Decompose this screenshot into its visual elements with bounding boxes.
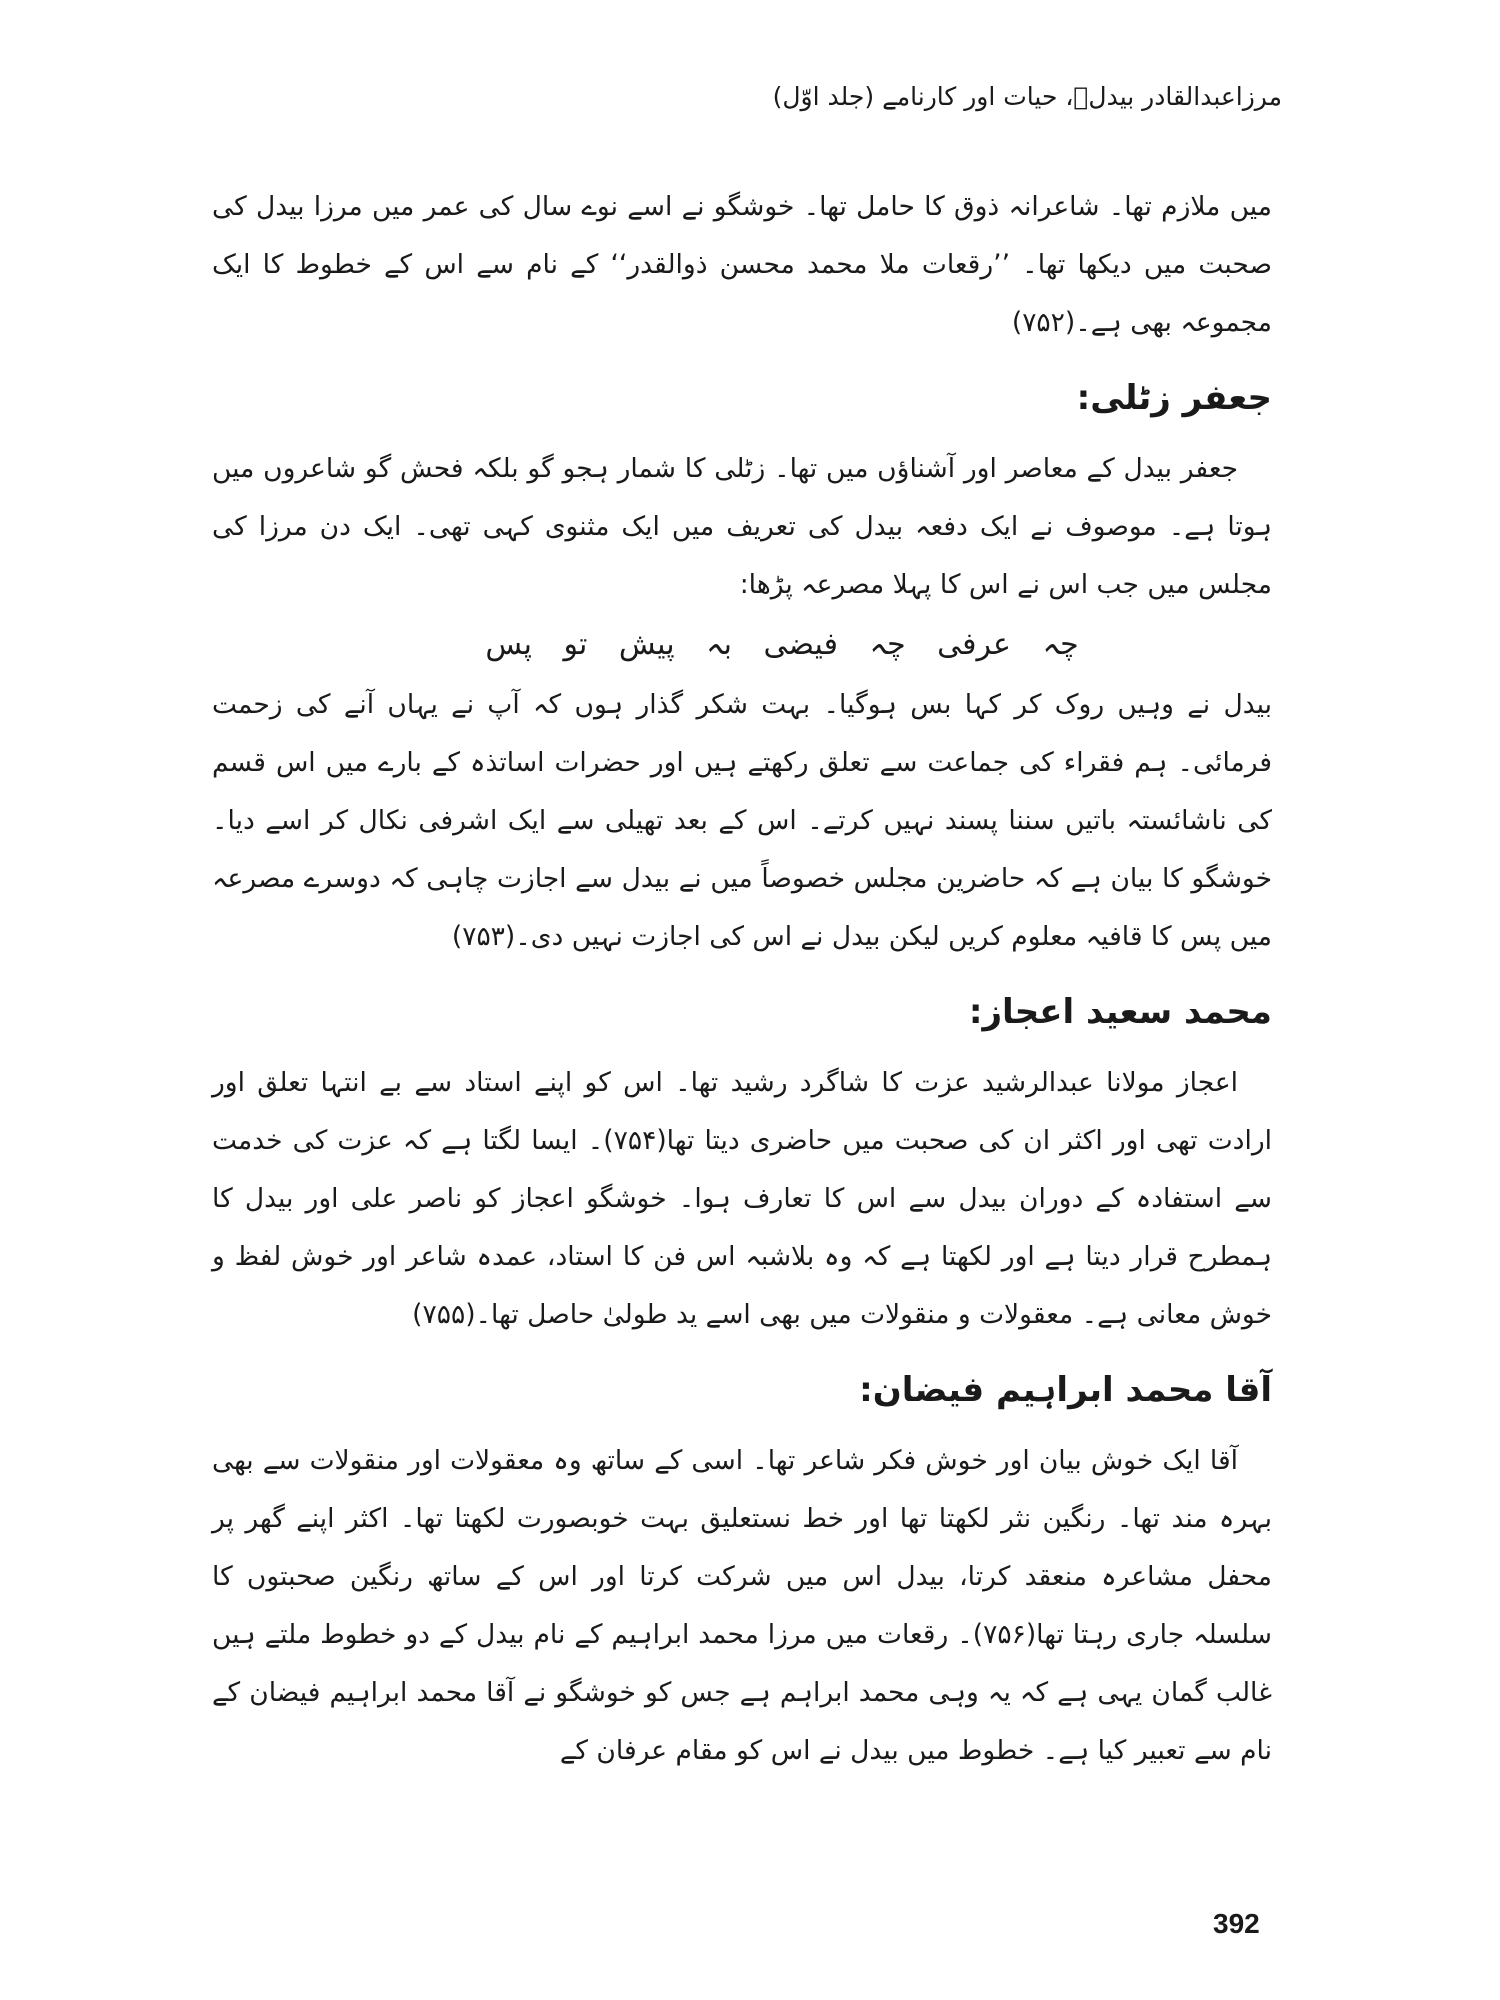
page-number: 392 bbox=[1213, 1908, 1260, 1939]
running-header: مرزاعبدالقادر بیدلؔ، حیات اور کارنامے (جلد اوّل) bbox=[772, 82, 1282, 111]
heading-muhammad-saeed-ejaz: محمد سعید اعجاز: bbox=[968, 992, 1272, 1032]
paragraph-faizan: آقا ایک خوش بیان اور خوش فکر شاعر تھا۔ اسی کے ساتھ وہ معقولات اور منقولات سے بھی بہرہ مند تھا۔ رنگین نثر لکھتا تھا اور خط نستعلیق بہت خوبصورت لکھتا تھا۔ اکثر اپنے گھر پر محفل مشاعرہ منعقد کرتا، بیدل اس میں شرکت کرتا اور اس کے ساتھ رنگین صحبتوں کا سلسلہ جاری رہتا تھا(۷۵۶)۔ رقعات میں مرزا محمد ابراہیم کے نام بیدل کے دو خطوط ملتے ہیں غالب گمان یہی ہے کہ یہ وہی محمد ابراہم ہے جس کو خوشگو نے آقا محمد ابراہیم فیضان کے نام سے تعبیر کیا ہے۔ خطوط میں بیدل نے اس کو مقام عرفان کے bbox=[212, 1445, 1272, 1766]
heading-jafar-zatalli: جعفر زٹلی: bbox=[1076, 378, 1272, 418]
paragraph-jafar-bedil-reply: بیدل نے وہیں روک کر کہا بس ہوگیا۔ بہت شکر گذار ہوں کہ آپ نے یہاں آنے کی زحمت فرمائی۔ ہم فقراء کی جماعت سے تعلق رکھتے ہیں اور حضرات اساتذہ کے بارے میں اس قسم کی ناشائستہ باتیں سننا پسند نہیں کرتے۔ اس کے بعد تھیلی سے ایک اشرفی نکال کر اسے دیا۔ خوشگو کا بیان ہے کہ حاضرین مجلس خصوصاً میں نے بیدل سے اجازت چاہی کہ دوسرے مصرعہ میں پس کا قافیہ معلوم کریں لیکن بیدل نے اس کی اجازت نہیں دی۔(۷۵۳) bbox=[212, 689, 1272, 952]
body-text bbox=[212, 178, 1272, 1780]
paragraph-mulla-muhsin: میں ملازم تھا۔ شاعرانہ ذوق کا حامل تھا۔ خوشگو نے اسے نوے سال کی عمر میں مرزا بیدل کی صحبت میں دیکھا تھا۔ ’’رقعات ملا محمد محسن ذوالقدر‘‘ کے نام سے اس کے خطوط کا ایک مجموعہ بھی ہے۔(۷۵۲) bbox=[212, 191, 1272, 338]
paragraph-ejaz: اعجاز مولانا عبدالرشید عزت کا شاگرد رشید تھا۔ اس کو اپنے استاد سے بے انتہا تعلق اور ارادت تھی اور اکثر ان کی صحبت میں حاضری دیتا تھا(۷۵۴)۔ ایسا لگتا ہے کہ عزت کی خدمت سے استفادہ کے دوران بیدل سے اس کا تعارف ہوا۔ خوشگو اعجاز کو ناصر علی اور بیدل کا ہمطرح قرار دیتا ہے اور لکھتا ہے کہ وہ بلاشبہ اس فن کا استاد، عمدہ شاعر اور خوش لفظ و خوش معانی ہے۔ معقولات و منقولات میں بھی اسے ید طولیٰ حاصل تھا۔(۷۵۵) bbox=[212, 1067, 1272, 1330]
heading-aqa-ibrahim-faizan: آقا محمد ابراہیم فیضان: bbox=[859, 1370, 1272, 1410]
paragraph-jafar-intro: جعفر بیدل کے معاصر اور آشناؤں میں تھا۔ زٹلی کا شمار ہجو گو بلکہ فحش گو شاعروں میں ہوتا ہے۔ موصوف نے ایک دفعہ بیدل کی تعریف میں ایک مثنوی کہی تھی۔ ایک دن مرزا کی مجلس میں جب اس نے اس کا پہلا مصرعہ پڑھا: bbox=[212, 453, 1272, 600]
verse-couplet: چہ عرفی چہ فیضی بہ پیش تو پس bbox=[485, 627, 1079, 662]
